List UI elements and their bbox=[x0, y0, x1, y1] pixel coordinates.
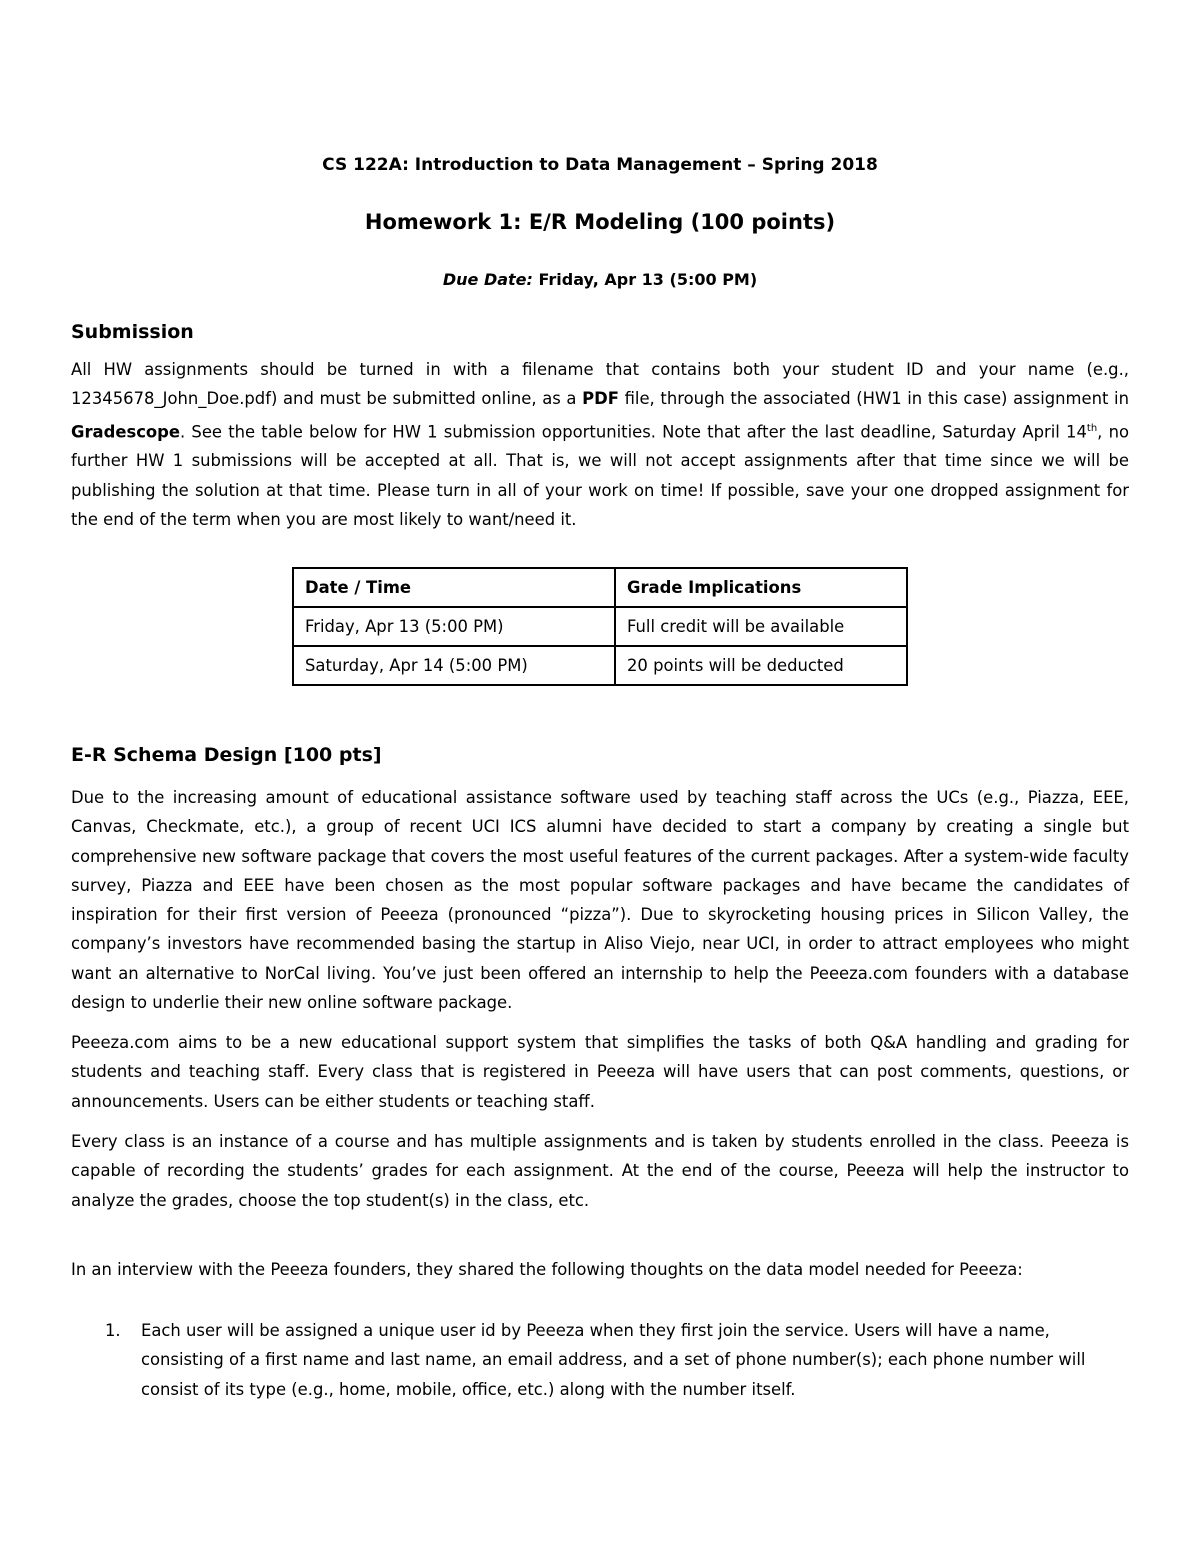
submission-text-a: All HW assignments should be turned in with a filename that contains both your student ID and your name (e.g., 12345678_John_Doe.pdf) and must be submitted online, as a bbox=[71, 360, 1129, 409]
er-paragraph-1: Due to the increasing amount of educational assistance software used by teaching staff across the UCs (e.g., Piazza, EEE, Canvas, Checkmate, etc.), a group of recent UCI ICS alumni have decided to start a company by creating a single but comprehensive new software package that covers the most useful features of the current packages. After a system-wide faculty survey, Piazza and EEE have been chosen as the most popular software packages and have became the candidates of inspiration for their first version of Peeeza (pronounced “pizza”). Due to skyrocketing housing prices in Silicon Valley, the company’s investors have recommended basing the startup in Aliso Viejo, near UCI, in order to attract employees who might want an alternative to NorCal living. You’ve just been offered an internship to help the Peeeza.com founders with a database design to underlie their new online software package. bbox=[71, 788, 1129, 1013]
table-cell: Saturday, Apr 14 (5:00 PM) bbox=[293, 646, 615, 685]
submission-superscript: th bbox=[1086, 422, 1098, 434]
er-schema-heading: E-R Schema Design [100 pts] bbox=[71, 744, 382, 766]
submission-text-d: , no further HW 1 submissions will be accepted at all. That is, we will not accept assignments after that time since we will be publishing the solution at that time. Please turn in all of your work on time! If possible, save your one dropped assignment for the end of the term when you are most likely to want/need it. bbox=[71, 422, 1129, 529]
submission-paragraph bbox=[71, 355, 1129, 534]
due-date-label: Due Date: bbox=[442, 270, 533, 289]
table-row bbox=[293, 646, 907, 685]
submission-text-b: file, through the associated (HW1 in this case) assignment in bbox=[618, 389, 1129, 409]
requirements-list bbox=[71, 1316, 1131, 1404]
submission-gradescope: Gradescope bbox=[71, 422, 181, 442]
list-item-text: Each user will be assigned a unique user id by Peeeza when they first join the service. Users will have a name, consisting of a first name and last name, an email address, and a set of phone number(s); each phone number will consist of its type (e.g., home, mobile, office, etc.) along with the number itself. bbox=[141, 1321, 1086, 1399]
submission-text-c: . See the table below for HW 1 submission opportunities. Note that after the last deadline, Saturday April 14 bbox=[180, 422, 1087, 442]
list-item bbox=[71, 1316, 1131, 1404]
submission-heading: Submission bbox=[71, 321, 194, 343]
table-header-cell: Date / Time bbox=[293, 568, 615, 607]
table-cell: 20 points will be deducted bbox=[615, 646, 907, 685]
table-header-cell: Grade Implications bbox=[615, 568, 907, 607]
deadlines-table bbox=[292, 567, 908, 686]
list-item-number: 1. bbox=[105, 1321, 121, 1340]
er-paragraph-3: Every class is an instance of a course and has multiple assignments and is taken by students enrolled in the class. Peeeza is capable of recording the students’ grades for each assignment. At the end of the course, Peeeza will help the instructor to analyze the grades, choose the top student(s) in the class, etc. bbox=[71, 1132, 1129, 1210]
homework-title: Homework 1: E/R Modeling (100 points) bbox=[364, 210, 836, 234]
due-date-value: Friday, Apr 13 (5:00 PM) bbox=[538, 270, 758, 289]
table-row bbox=[293, 607, 907, 646]
table-header-row bbox=[293, 568, 907, 607]
er-paragraph-4: In an interview with the Peeeza founders, they shared the following thoughts on the data model needed for Peeeza: bbox=[71, 1260, 1023, 1279]
table-cell: Full credit will be available bbox=[615, 607, 907, 646]
due-date-line bbox=[0, 270, 1200, 289]
submission-pdf: PDF bbox=[582, 389, 619, 409]
er-paragraph-2: Peeeza.com aims to be a new educational support system that simplifies the tasks of both Q&A handling and grading for students and teaching staff. Every class that is registered in Peeeza will have users that can post comments, questions, or announcements. Users can be either students or teaching staff. bbox=[71, 1033, 1129, 1111]
table-cell: Friday, Apr 13 (5:00 PM) bbox=[293, 607, 615, 646]
course-title: CS 122A: Introduction to Data Management – Spring 2018 bbox=[322, 155, 878, 175]
